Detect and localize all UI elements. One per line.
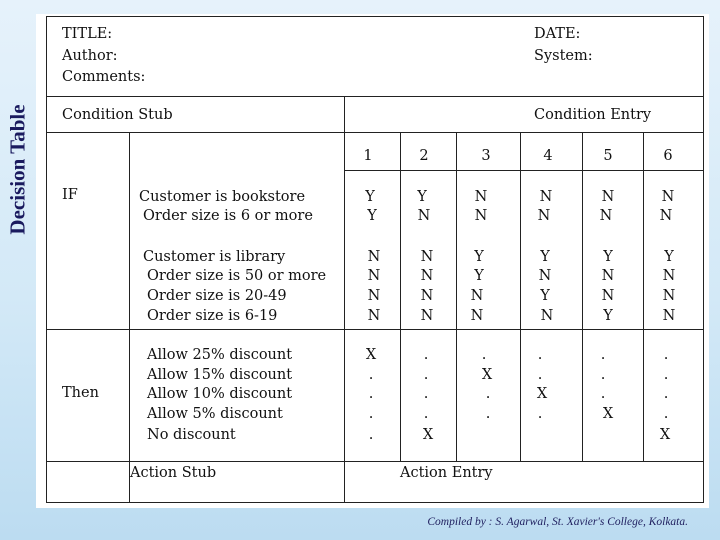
action-entry-cell: . <box>485 386 491 402</box>
condition-entry-cell: N <box>659 208 673 224</box>
frame-right-line <box>703 16 704 503</box>
action-entry-cell: . <box>368 386 374 402</box>
stub-divider-line <box>129 132 130 502</box>
action-text: No discount <box>147 427 236 443</box>
action-entry-label: Action Entry <box>400 465 493 481</box>
section-header-line <box>46 132 704 133</box>
date-label: DATE: <box>534 26 581 42</box>
rule-number-line <box>344 170 704 171</box>
rule-divider-2 <box>456 132 457 461</box>
condition-entry-cell: N <box>367 249 381 265</box>
action-entry-cell: X <box>602 406 614 422</box>
comments-label: Comments: <box>62 69 146 85</box>
action-entry-cell: . <box>663 367 669 383</box>
rule-divider-1 <box>400 132 401 461</box>
action-entry-cell: X <box>365 347 377 363</box>
action-text: Allow 15% discount <box>147 367 293 383</box>
condition-stub-label: Condition Stub <box>62 107 173 123</box>
entry-divider-line <box>344 96 345 503</box>
rule-number-6: 6 <box>663 148 673 164</box>
condition-entry-cell: N <box>601 268 615 284</box>
system-label: System: <box>534 48 593 64</box>
condition-entry-cell: N <box>367 288 381 304</box>
condition-entry-cell: Y <box>664 249 674 265</box>
condition-entry-cell: N <box>420 288 434 304</box>
condition-entry-cell: N <box>662 288 676 304</box>
action-entry-cell: . <box>537 367 543 383</box>
condition-text: Order size is 6-19 <box>147 308 278 324</box>
condition-entry-cell: Y <box>603 249 613 265</box>
actions-bottom-line <box>46 461 704 462</box>
action-entry-cell: . <box>600 386 606 402</box>
action-entry-cell: . <box>368 367 374 383</box>
action-entry-cell: . <box>485 406 491 422</box>
decision-table <box>46 16 704 502</box>
rule-number-4: 4 <box>543 148 553 164</box>
action-entry-cell: X <box>536 386 548 402</box>
action-stub-label: Action Stub <box>130 465 217 481</box>
rule-number-1: 1 <box>363 148 373 164</box>
action-entry-cell: X <box>481 367 493 383</box>
condition-entry-cell: Y <box>540 288 550 304</box>
rule-divider-5 <box>643 132 644 461</box>
condition-entry-cell: N <box>662 268 676 284</box>
rule-divider-4 <box>582 132 583 461</box>
rule-number-5: 5 <box>603 148 613 164</box>
author-label: Author: <box>62 48 118 64</box>
rule-divider-3 <box>520 132 521 461</box>
condition-entry-cell: N <box>540 308 554 324</box>
condition-text: Order size is 20-49 <box>147 288 287 304</box>
rule-number-3: 3 <box>481 148 491 164</box>
condition-entry-cell: Y <box>540 249 550 265</box>
condition-entry-cell: Y <box>474 268 484 284</box>
condition-entry-cell: N <box>601 288 615 304</box>
condition-entry-cell: N <box>474 208 488 224</box>
condition-entry-label: Condition Entry <box>534 107 652 123</box>
condition-text: Customer is library <box>143 249 286 265</box>
action-entry-cell: . <box>663 347 669 363</box>
condition-text: Customer is bookstore <box>139 189 306 205</box>
credit-footer: Compiled by : S. Agarwal, St. Xavier's College, Kolkata. <box>427 516 688 528</box>
condition-entry-cell: N <box>474 189 488 205</box>
condition-entry-cell: N <box>537 208 551 224</box>
condition-entry-cell: N <box>539 189 553 205</box>
action-entry-cell: . <box>600 367 606 383</box>
condition-entry-cell: N <box>538 268 552 284</box>
then-label: Then <box>62 385 99 401</box>
action-text: Allow 10% discount <box>147 386 293 402</box>
action-entry-cell: . <box>600 347 606 363</box>
condition-entry-cell: N <box>661 189 675 205</box>
condition-entry-cell: Y <box>365 189 375 205</box>
condition-entry-cell: N <box>420 268 434 284</box>
action-entry-cell: . <box>423 347 429 363</box>
frame-bottom-line <box>46 502 704 503</box>
condition-entry-cell: N <box>420 308 434 324</box>
condition-entry-cell: N <box>367 268 381 284</box>
side-title: Decision Table <box>5 103 30 235</box>
action-entry-cell: . <box>423 367 429 383</box>
condition-entry-cell: N <box>601 189 615 205</box>
frame-left-line <box>46 16 47 503</box>
condition-text: Order size is 50 or more <box>147 268 327 284</box>
condition-entry-cell: N <box>599 208 613 224</box>
condition-entry-cell: N <box>470 308 484 324</box>
action-entry-cell: . <box>368 427 374 443</box>
frame-top-line <box>46 16 704 17</box>
action-entry-cell: . <box>663 406 669 422</box>
action-entry-cell: X <box>659 427 671 443</box>
action-entry-cell: . <box>537 406 543 422</box>
if-label: IF <box>62 187 78 203</box>
condition-entry-cell: N <box>662 308 676 324</box>
action-entry-cell: . <box>423 386 429 402</box>
condition-entry-cell: Y <box>417 189 427 205</box>
action-entry-cell: . <box>368 406 374 422</box>
condition-entry-cell: N <box>420 249 434 265</box>
condition-entry-cell: Y <box>474 249 484 265</box>
condition-entry-cell: N <box>470 288 484 304</box>
rule-number-2: 2 <box>419 148 429 164</box>
condition-entry-cell: N <box>367 308 381 324</box>
action-entry-cell: X <box>422 427 434 443</box>
action-text: Allow 5% discount <box>147 406 283 422</box>
action-text: Allow 25% discount <box>147 347 293 363</box>
condition-text: Order size is 6 or more <box>143 208 313 224</box>
title-label: TITLE: <box>62 26 113 42</box>
action-entry-cell: . <box>481 347 487 363</box>
condition-entry-cell: N <box>417 208 431 224</box>
header-bottom-line <box>46 96 704 97</box>
action-entry-cell: . <box>537 347 543 363</box>
action-entry-cell: . <box>423 406 429 422</box>
conditions-bottom-line <box>46 329 704 330</box>
condition-entry-cell: Y <box>603 308 613 324</box>
condition-entry-cell: Y <box>367 208 377 224</box>
action-entry-cell: . <box>663 386 669 402</box>
